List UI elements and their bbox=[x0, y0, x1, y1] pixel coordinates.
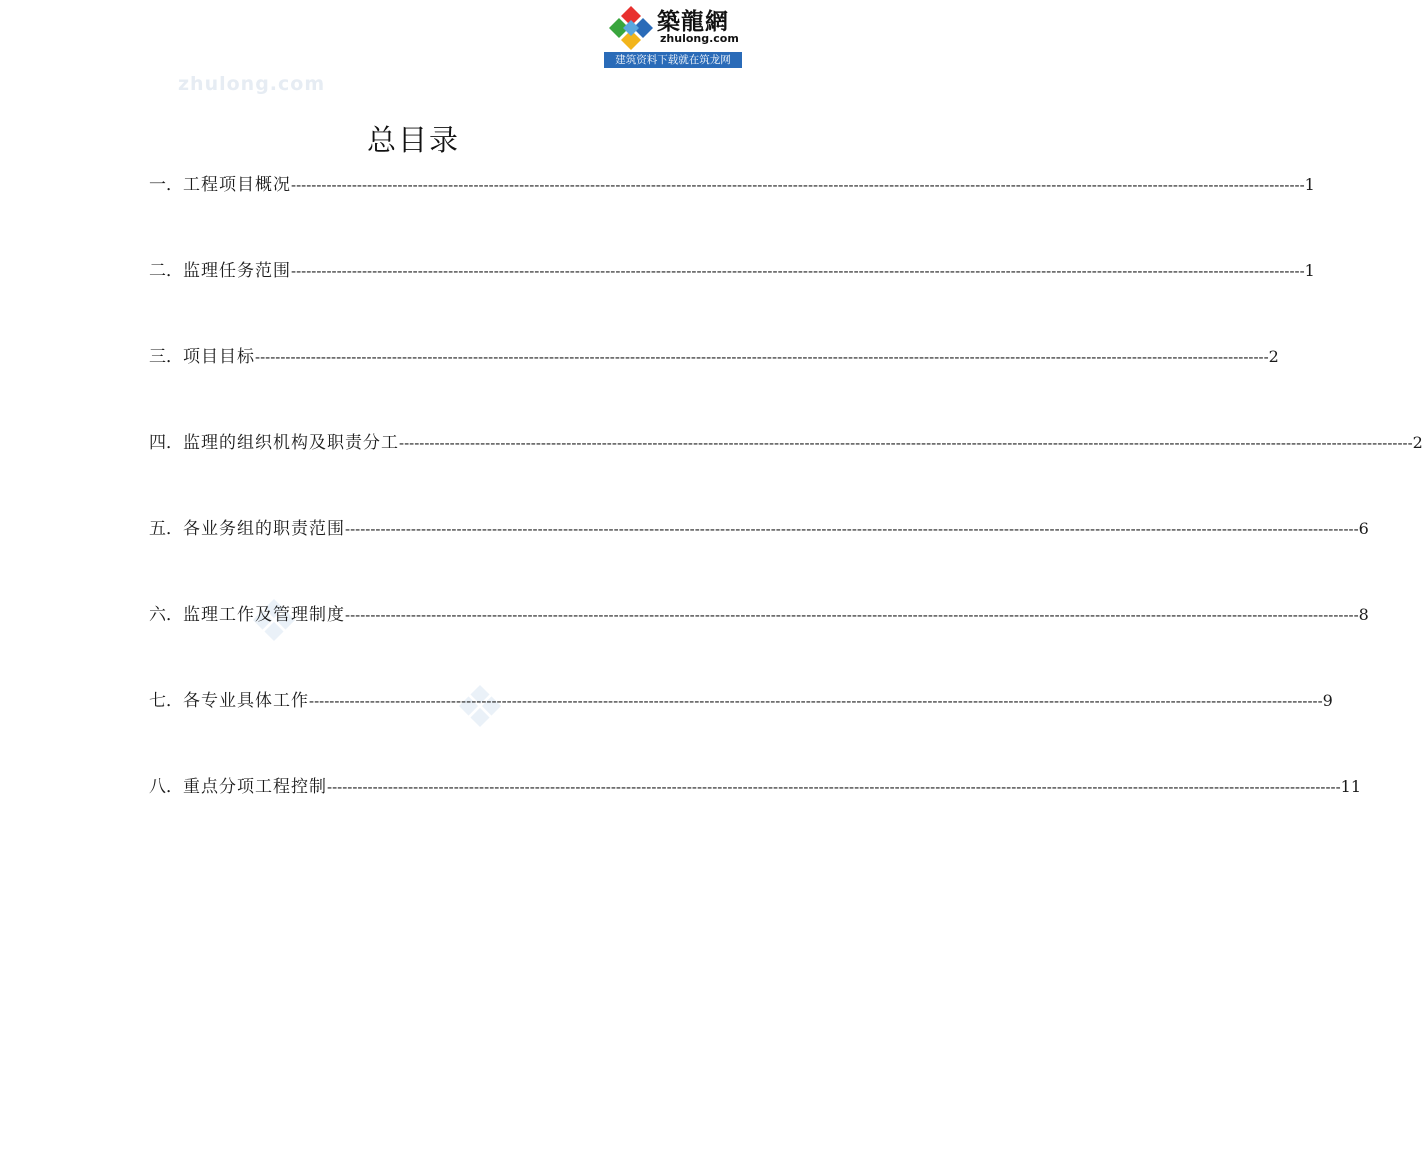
toc-entry[interactable] bbox=[149, 342, 1279, 368]
toc-number: 二． bbox=[149, 261, 183, 281]
zhulong-logo bbox=[604, 3, 742, 67]
toc-leader: -------------------------------------------------------------------------------------------------------------------------------------------------------------------------------------------------------- bbox=[327, 778, 1341, 796]
toc-number: 一． bbox=[149, 175, 183, 195]
toc-page-number: 9 bbox=[1322, 691, 1333, 710]
toc-entry[interactable] bbox=[149, 256, 1315, 282]
toc-leader: -------------------------------------------------------------------------------------------------------------------------------------------------------------------------------------------------------- bbox=[399, 434, 1413, 452]
toc-leader: -------------------------------------------------------------------------------------------------------------------------------------------------------------------------------------------------------- bbox=[309, 692, 1323, 710]
logo-domain: zhulong.com bbox=[660, 32, 739, 45]
toc-label: 监理任务范围 bbox=[183, 261, 291, 281]
toc-leader: -------------------------------------------------------------------------------------------------------------------------------------------------------------------------------------------------------- bbox=[255, 348, 1269, 366]
toc-entry[interactable] bbox=[149, 514, 1369, 540]
toc-label: 项目目标 bbox=[183, 347, 255, 367]
watermark-text: zhulong.com bbox=[178, 73, 326, 95]
toc-entry[interactable] bbox=[149, 428, 1423, 454]
toc-entry[interactable] bbox=[149, 772, 1362, 798]
toc-entry[interactable] bbox=[149, 600, 1369, 626]
toc-number: 六． bbox=[149, 605, 183, 625]
toc-number: 八． bbox=[149, 777, 183, 797]
toc-page-number: 11 bbox=[1340, 777, 1362, 796]
toc-number: 三． bbox=[149, 347, 183, 367]
toc-label: 工程项目概况 bbox=[183, 175, 291, 195]
toc-page-number: 1 bbox=[1304, 261, 1315, 280]
toc-number: 七． bbox=[149, 691, 183, 711]
toc-page-number: 6 bbox=[1358, 519, 1369, 538]
toc-label: 重点分项工程控制 bbox=[183, 777, 327, 797]
toc-label: 各业务组的职责范围 bbox=[183, 519, 345, 539]
toc-label: 监理工作及管理制度 bbox=[183, 605, 345, 625]
toc-label: 监理的组织机构及职责分工 bbox=[183, 433, 399, 453]
logo-name: 築龍網 bbox=[657, 8, 729, 35]
toc-number: 五． bbox=[149, 519, 183, 539]
toc-entry[interactable] bbox=[149, 170, 1315, 196]
toc-number: 四． bbox=[149, 433, 183, 453]
toc-leader: -------------------------------------------------------------------------------------------------------------------------------------------------------------------------------------------------------- bbox=[291, 262, 1305, 280]
toc-page-number: 2 bbox=[1412, 433, 1423, 452]
toc-page-number: 8 bbox=[1358, 605, 1369, 624]
toc-page-number: 1 bbox=[1304, 175, 1315, 194]
toc-entry[interactable] bbox=[149, 686, 1333, 712]
logo-header bbox=[604, 3, 742, 51]
toc-page-number: 2 bbox=[1268, 347, 1279, 366]
toc-label: 各专业具体工作 bbox=[183, 691, 309, 711]
logo-diamond-icon bbox=[608, 5, 654, 51]
toc-leader: -------------------------------------------------------------------------------------------------------------------------------------------------------------------------------------------------------- bbox=[345, 606, 1359, 624]
toc-leader: -------------------------------------------------------------------------------------------------------------------------------------------------------------------------------------------------------- bbox=[291, 176, 1305, 194]
toc-leader: -------------------------------------------------------------------------------------------------------------------------------------------------------------------------------------------------------- bbox=[345, 520, 1359, 538]
page-title: 总目录 bbox=[366, 123, 460, 157]
logo-slogan: 建筑资料下载就在筑龙网 bbox=[604, 52, 742, 68]
